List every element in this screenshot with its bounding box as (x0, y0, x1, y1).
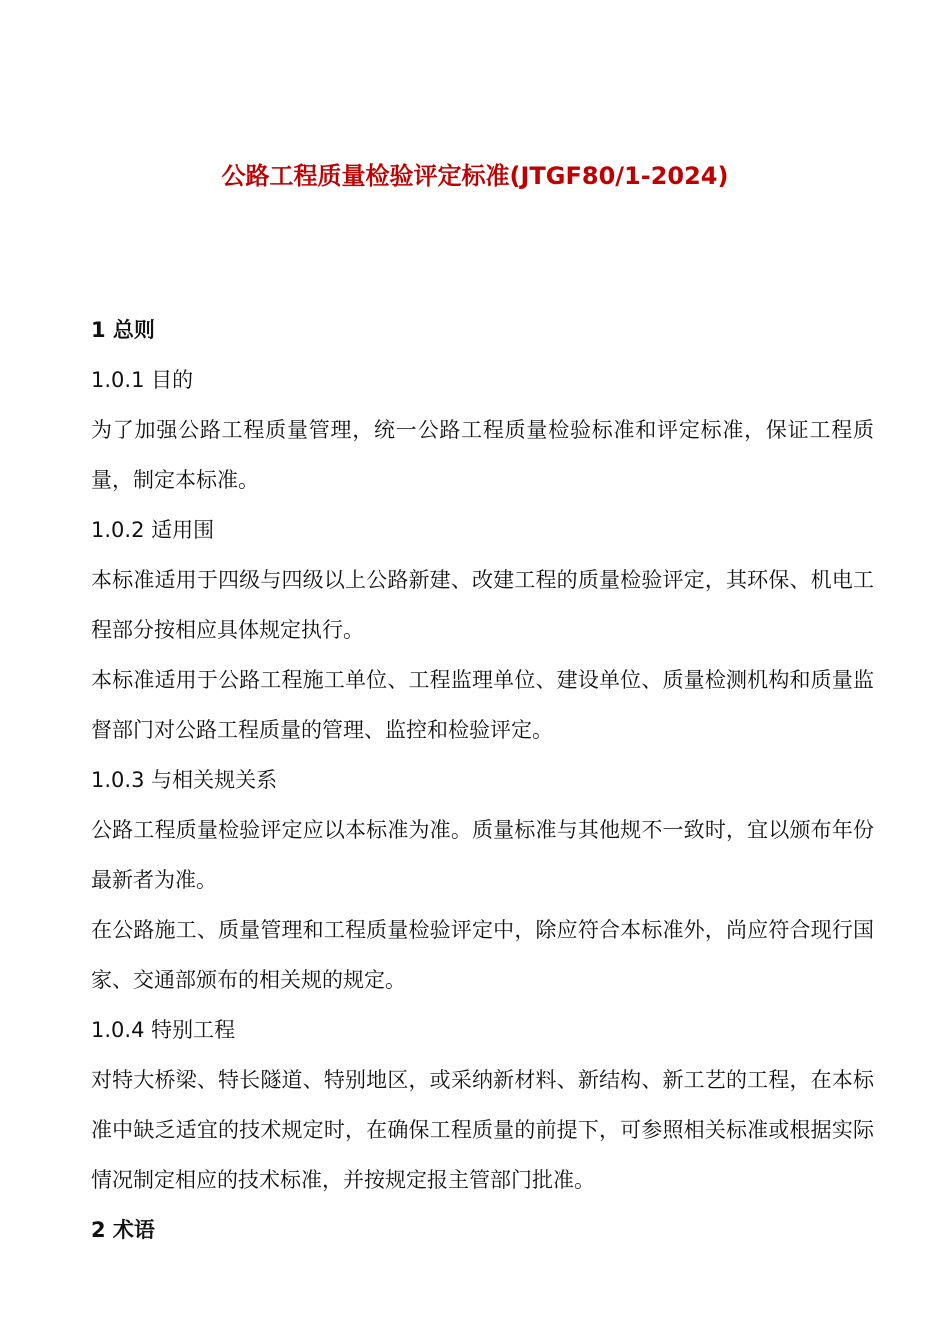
document-title: 公路工程质量检验评定标准(JTGF80/1-2024) (221, 162, 729, 190)
paragraph-special: 对特大桥梁、特长隧道、特别地区，或采纳新材料、新结构、新工艺的工程，在本标准中缺乏适宜的技术规定时，在确保工程质量的前提下，可参照相关标准或根据实际情况制定相应的技术标准，并按规定报主管部门批准。 (91, 1068, 874, 1192)
section-heading-1-0-2: 1.0.2 适用围 (91, 518, 215, 542)
section-heading-1-0-4: 1.0.4 特别工程 (91, 1018, 236, 1042)
paragraph-relation-2: 在公路施工、质量管理和工程质量检验评定中，除应符合本标准外，尚应符合现行国家、交通部颁布的相关规的规定。 (91, 918, 874, 992)
paragraph-scope-1: 本标准适用于四级与四级以上公路新建、改建工程的质量检验评定，其环保、机电工程部分按相应具体规定执行。 (91, 568, 874, 642)
paragraph-scope-2: 本标准适用于公路工程施工单位、工程监理单位、建设单位、质量检测机构和质量监督部门对公路工程质量的管理、监控和检验评定。 (91, 668, 874, 742)
document-body (91, 305, 874, 1255)
paragraph-purpose: 为了加强公路工程质量管理，统一公路工程质量检验标准和评定标准，保证工程质量，制定本标准。 (91, 418, 874, 492)
chapter-heading-1: 1 总则 (91, 318, 155, 342)
section-heading-1-0-3: 1.0.3 与相关规关系 (91, 768, 278, 792)
section-heading-1-0-1: 1.0.1 目的 (91, 368, 194, 392)
chapter-heading-2: 2 术语 (91, 1218, 155, 1242)
paragraph-relation-1: 公路工程质量检验评定应以本标准为准。质量标准与其他规不一致时，宜以颁布年份最新者为准。 (91, 818, 874, 892)
